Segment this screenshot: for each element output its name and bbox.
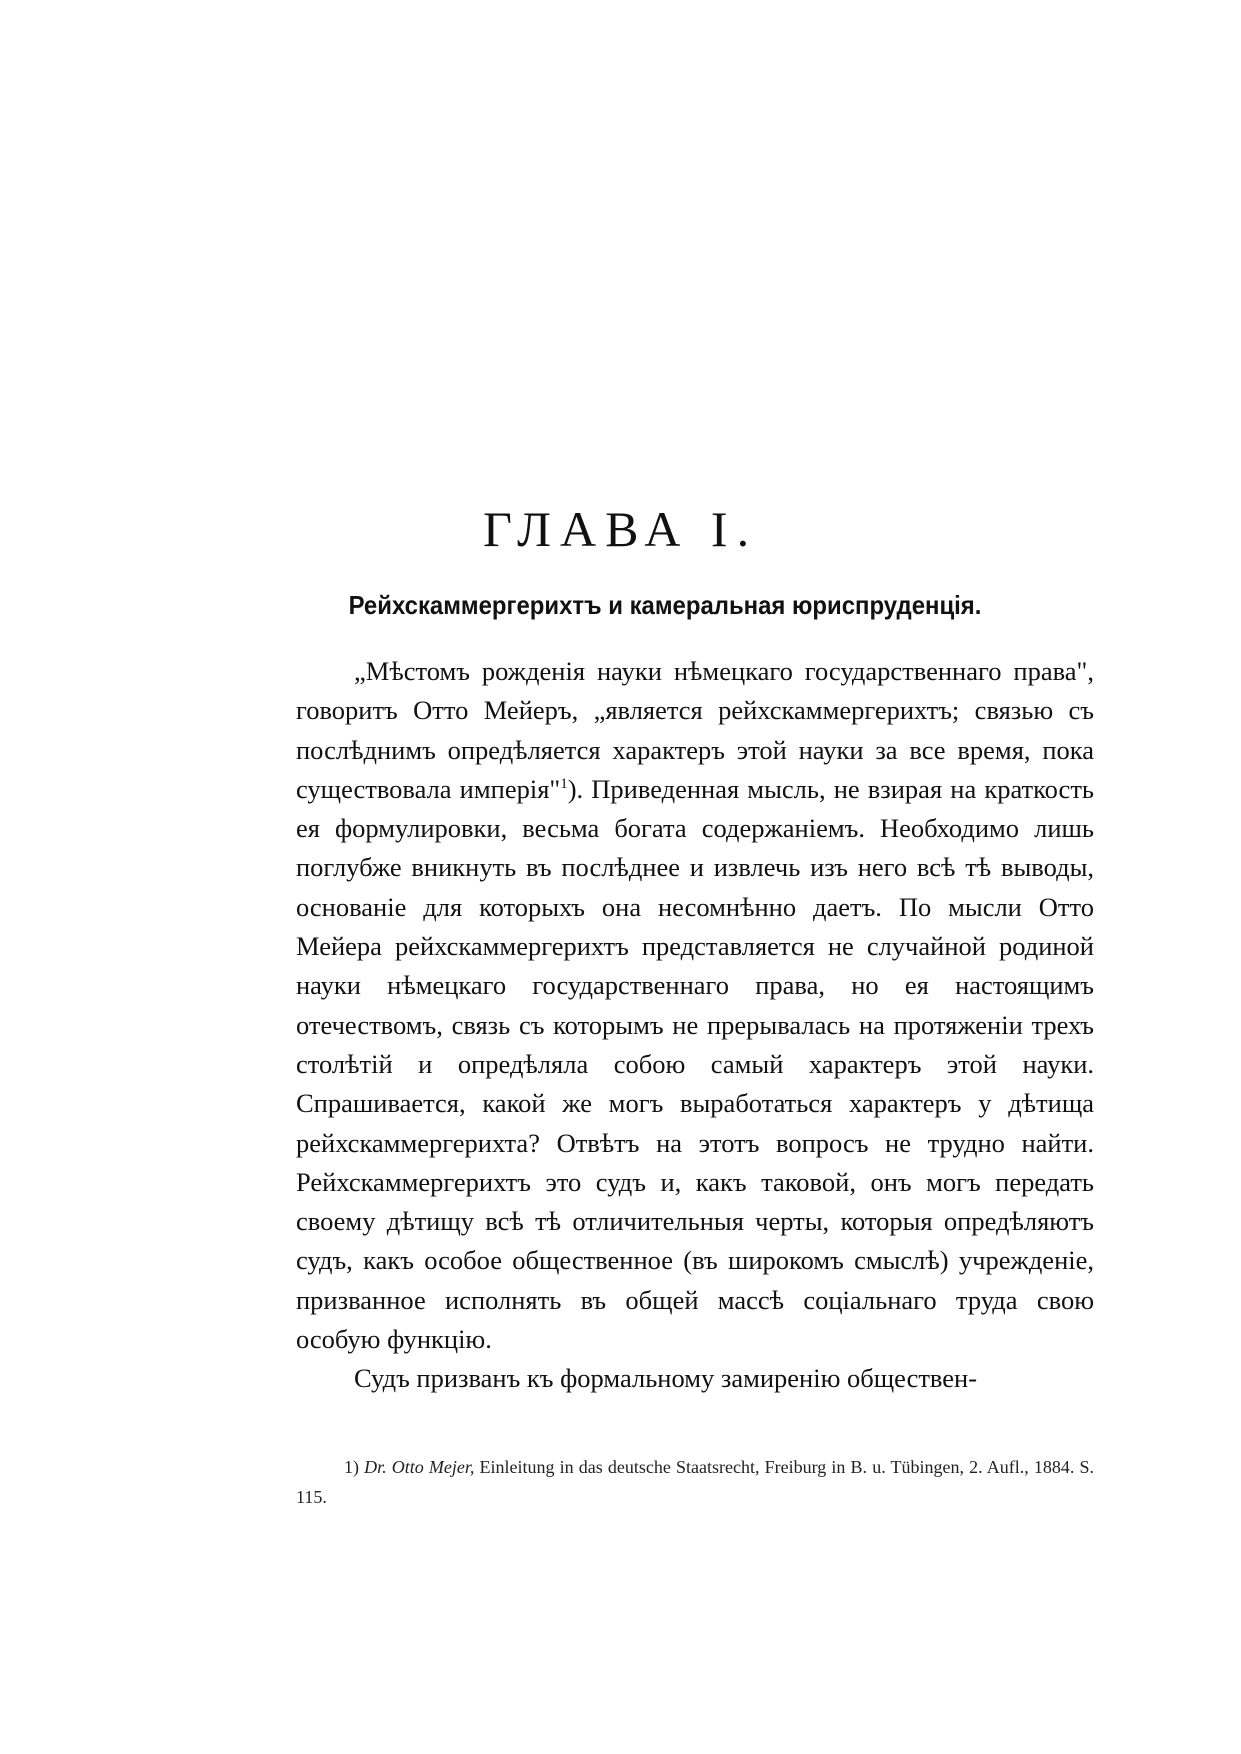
footnote [296,1452,1094,1512]
footnote-author: Dr. Otto Mejer, [364,1457,475,1477]
footnote-marker: 1) [344,1457,359,1477]
paragraph-2: Судъ призванъ къ формальному замиренію обществен- [354,1363,978,1394]
footnote-reference[interactable]: 1 [560,776,568,793]
paragraph-1-text-before-note: „Мѣстомъ рожденія науки нѣмецкаго государственнаго права", говоритъ Отто Мейеръ, „является рейхскаммергерихтъ; связью съ послѣднимъ опредѣляется характеръ этой науки за все время, пока существовала имперія" [296,656,1094,804]
footnote-text: Einleitung in das deutsche Staatsrecht, Freiburg in B. u. Tübingen, 2. Aufl., 1884. S. 115. [296,1457,1095,1507]
footnote-entry [296,1452,1094,1512]
paragraph-1-text-after-note: ). Приведенная мысль, не взирая на краткость ея формулировки, весьма богата содержаніемъ. Необходимо лишь поглубже вникнуть въ послѣднее и извлечь изъ него всѣ тѣ выводы, основаніе для которыхъ она несомнѣнно даетъ. По мысли Отто Мейера рейхскаммергерихтъ представляется не случайной родиной науки нѣмецкаго государственнаго права, но ея настоящимъ отечествомъ, связь съ которымъ не прерывалась на протяженіи трехъ столѣтій и опредѣляла собою самый характеръ этой науки. Спрашивается, какой же могъ выработаться характеръ у дѣтища рейхскаммергерихта? Отвѣтъ на этотъ вопросъ не трудно найти. Рейхскаммергерихтъ это судъ и, какъ таковой, онъ могъ передать своему дѣтищу всѣ тѣ отличительныя черты, которыя опредѣляютъ судъ, какъ особое общественное (въ широкомъ смыслѣ) учрежденіе, призванное исполнять въ общей массѣ соціальнаго труда свою особую функцію. [296,773,1094,1355]
chapter-subtitle: Рейхскаммергерихтъ и камеральная юриспруденція. [348,590,982,620]
body-text [296,652,1094,1399]
paragraph-1 [296,652,1094,1359]
chapter-title: ГЛАВА I. [482,501,759,557]
